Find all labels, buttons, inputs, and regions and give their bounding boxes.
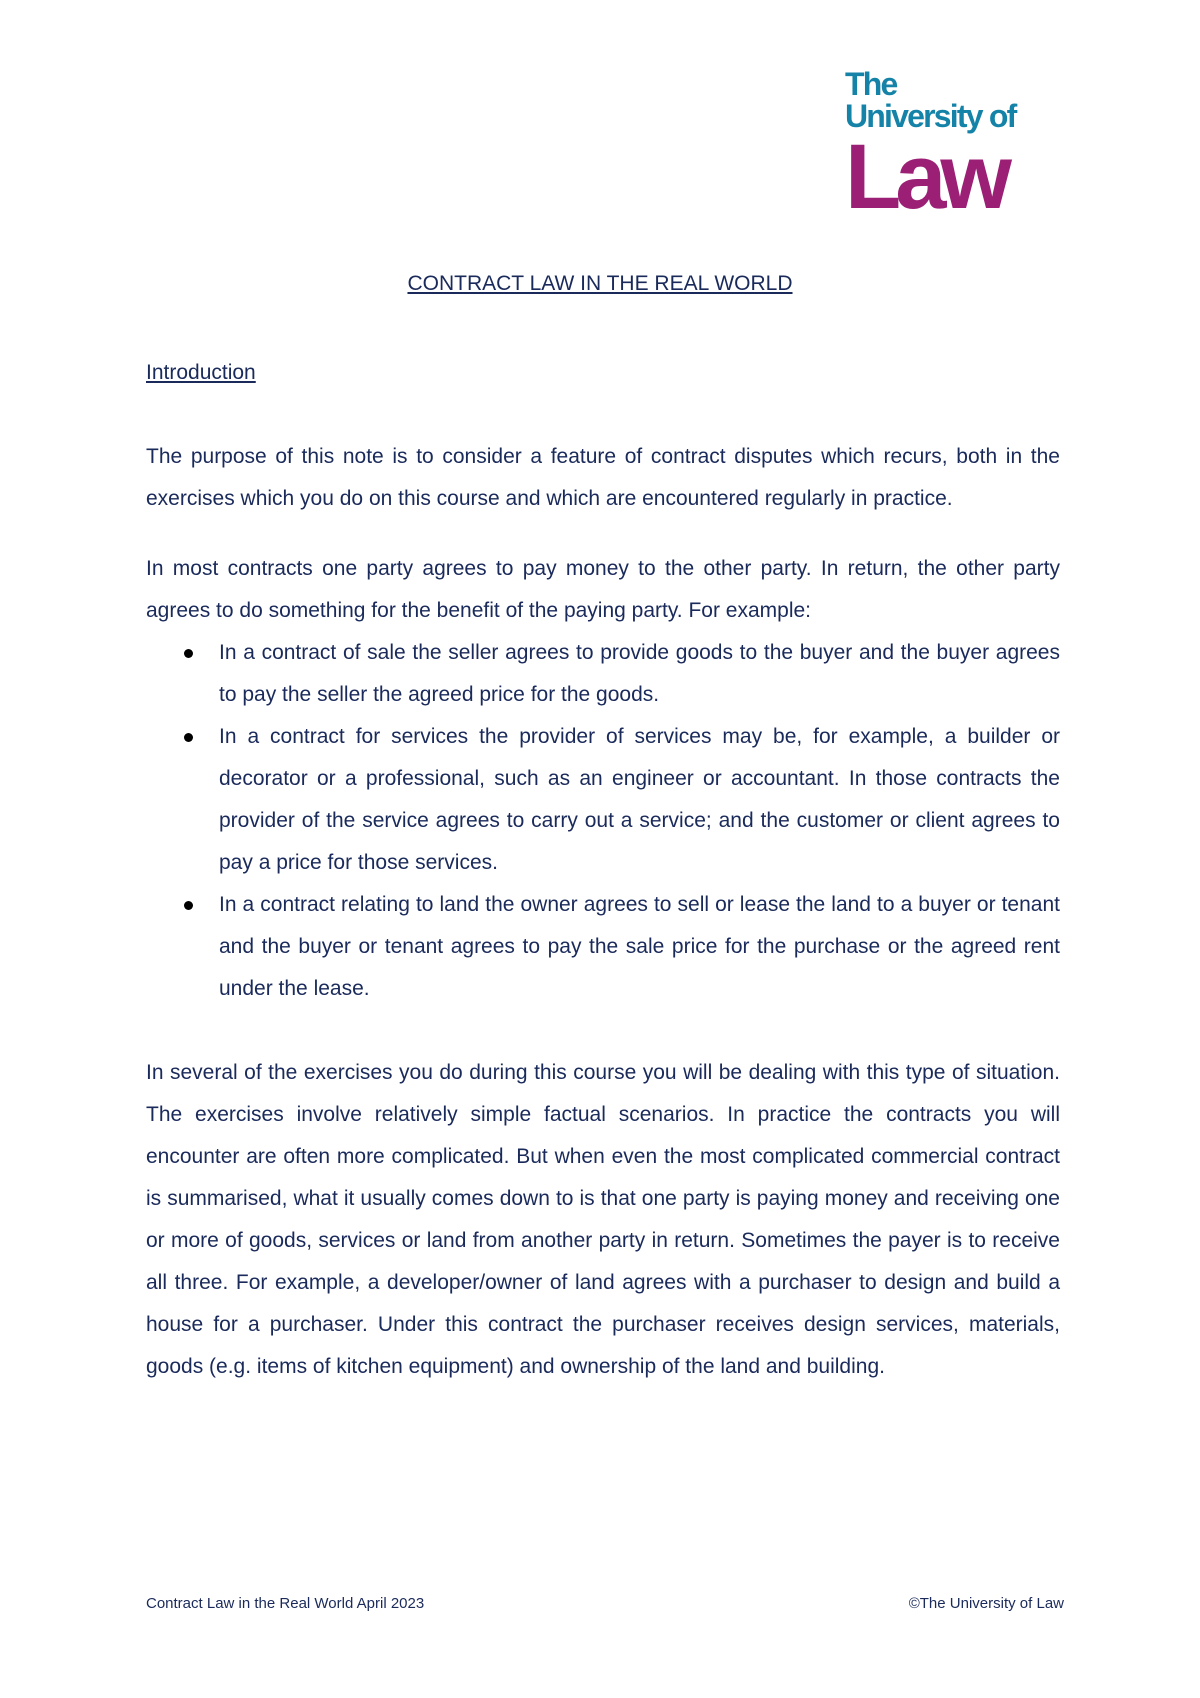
list-item <box>146 884 1060 1010</box>
document-body <box>146 352 1060 1388</box>
list-item-text: In a contract relating to land the owner agrees to sell or lease the land to a buyer or tenant and the buyer or tenant agrees to pay the sale price for the purchase or the agreed rent under the lease. <box>219 893 1060 1000</box>
footer-document-info: Contract Law in the Real World April 2023 <box>146 1595 425 1612</box>
list-item <box>146 716 1060 884</box>
list-item-text: In a contract for services the provider of services may be, for example, a builder or decorator or a professional, such as an engineer or accountant. In those contracts the provider of the service agrees to carry out a service; and the customer or client agrees to pay a price for those services. <box>219 725 1060 874</box>
list-item-text: In a contract of sale the seller agrees to provide goods to the buyer and the buyer agrees to pay the seller the agreed price for the goods. <box>219 641 1060 706</box>
footer-copyright: ©The University of Law <box>908 1595 1064 1612</box>
bullet-icon <box>184 901 193 910</box>
list-item <box>146 632 1060 716</box>
paragraph-purpose: The purpose of this note is to consider a feature of contract disputes which recurs, both in the exercises which you do on this course and which are encountered regularly in practice. <box>146 445 1060 510</box>
logo-text-university-of: University of <box>845 98 1016 134</box>
examples-list <box>146 632 1060 1010</box>
introduction-heading: Introduction <box>146 361 256 384</box>
university-of-law-logo <box>845 66 1045 228</box>
paragraph-exercises: In several of the exercises you do during this course you will be dealing with this type of situation. The exercises involve relatively simple factual scenarios. In practice the contracts you will encounter are often more complicated. But when even the most complicated commercial contract is summarised, what it usually comes down to is that one party is paying money and receiving one or more of goods, services or land from another party in return. Sometimes the payer is to receive all three. For example, a developer/owner of land agrees with a purchaser to design and build a house for a purchaser. Under this contract the purchaser receives design services, materials, goods (e.g. items of kitchen equipment) and ownership of the land and building. <box>146 1061 1060 1378</box>
logo-text-law: Law <box>845 126 1006 228</box>
document-title: CONTRACT LAW IN THE REAL WORLD <box>407 272 793 295</box>
paragraph-most-contracts: In most contracts one party agrees to pay money to the other party. In return, the other party agrees to do something for the benefit of the paying party. For example: <box>146 557 1060 622</box>
logo-text-the: The <box>845 66 897 102</box>
bullet-icon <box>184 733 193 742</box>
bullet-icon <box>184 649 193 658</box>
